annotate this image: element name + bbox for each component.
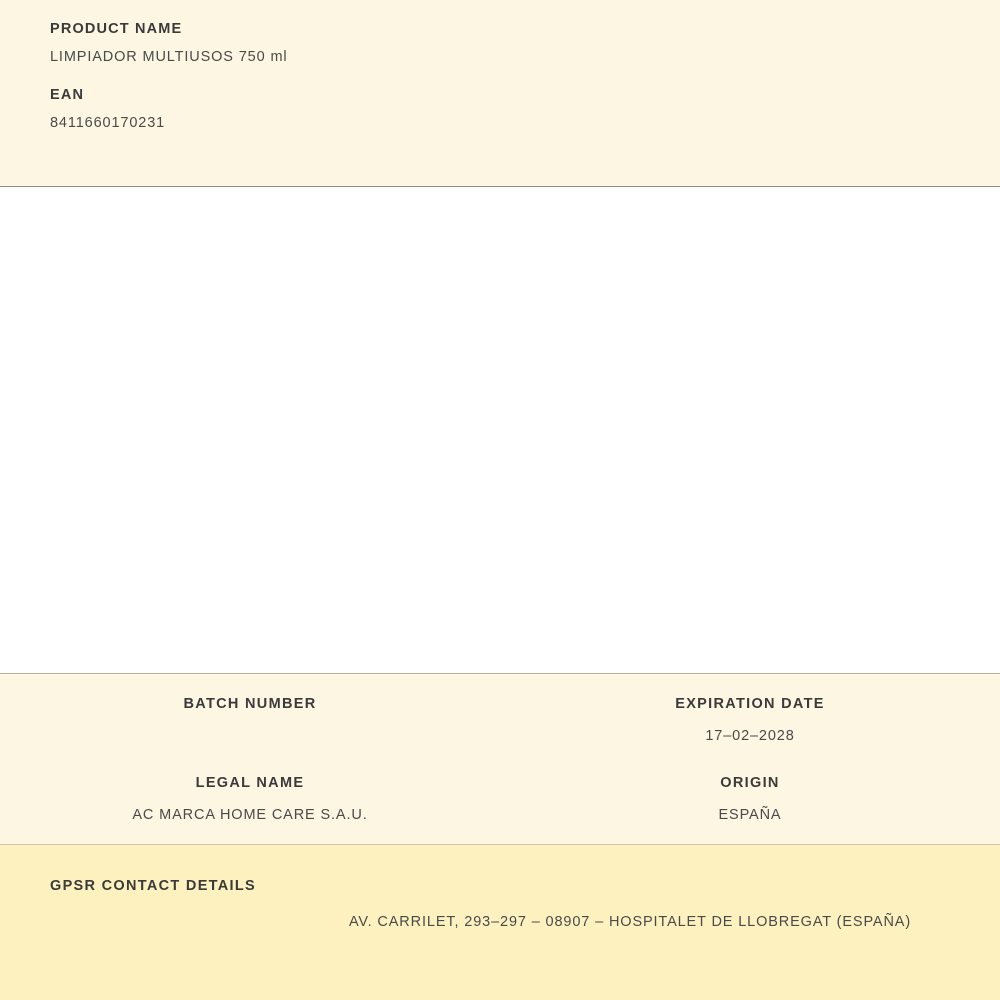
batch-number-label: BATCH NUMBER (183, 696, 317, 713)
field-ean (50, 88, 950, 132)
gpsr-contact-block (0, 845, 1000, 1000)
origin-value: ESPAÑA (718, 806, 782, 823)
gpsr-contact-address: AV. CARRILET, 293–297 – 08907 – HOSPITALET DE LLOBREGAT (ESPAÑA) (348, 913, 912, 930)
detail-expiration-date (500, 696, 1000, 745)
detail-origin (500, 775, 1000, 824)
details-row (0, 696, 1000, 745)
product-details-block (0, 674, 1000, 845)
expiration-date-label: EXPIRATION DATE (675, 696, 825, 713)
detail-legal-name (0, 775, 500, 824)
ean-value: 8411660170231 (50, 114, 166, 131)
batch-number-value (20, 728, 480, 745)
product-name-value: LIMPIADOR MULTIUSOS 750 ml (50, 48, 288, 65)
expiration-date-value: 17–02–2028 (705, 727, 795, 744)
product-name-label: PRODUCT NAME (50, 21, 183, 37)
field-product-name (50, 22, 950, 66)
gpsr-contact-label: GPSR CONTACT DETAILS (50, 878, 257, 894)
legal-name-label: LEGAL NAME (195, 775, 305, 792)
ean-label: EAN (50, 86, 85, 103)
legal-name-value: AC MARCA HOME CARE S.A.U. (132, 806, 368, 823)
product-header-block (0, 0, 1000, 187)
product-image-area (0, 187, 1000, 674)
origin-label: ORIGIN (720, 775, 780, 792)
details-row (0, 775, 1000, 824)
detail-batch-number (0, 696, 500, 745)
